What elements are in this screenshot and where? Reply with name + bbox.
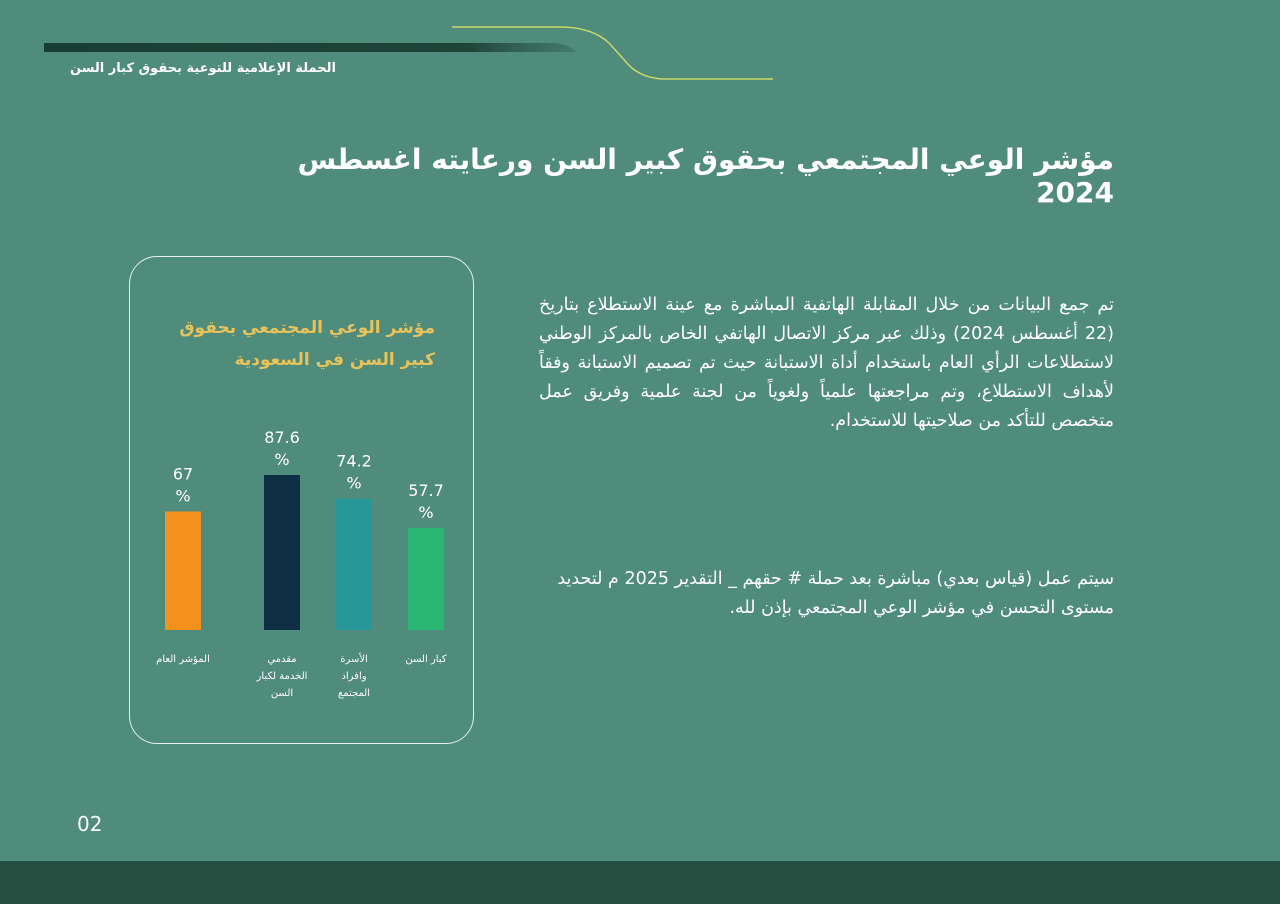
chart-bar xyxy=(264,475,300,630)
chart-category-label: المجتمع xyxy=(337,688,371,699)
campaign-label: الحملة الإعلامية للتوعية بحقوق كبار السن xyxy=(70,61,336,76)
page-number: 02 xyxy=(77,812,103,836)
chart-category-label: السن xyxy=(270,688,294,699)
chart-value-unit: % xyxy=(346,473,362,493)
chart-value-unit: % xyxy=(175,486,191,506)
header-decoration xyxy=(0,0,1280,100)
chart-bar xyxy=(336,499,372,630)
chart-bar xyxy=(165,511,201,630)
chart-category-label: المؤشر العام xyxy=(156,654,210,665)
chart-category-label: الخدمة لكبار xyxy=(256,671,308,682)
chart-value-label: 57.7 xyxy=(408,480,444,500)
chart-bar xyxy=(408,528,444,630)
methodology-paragraph: تم جمع البيانات من خلال المقابلة الهاتفية المباشرة مع عينة الاستطلاع بتاريخ (22 أغسطس 2024) وذلك عبر مركز الاتصال الهاتفي الخاص بالمركز الوطني لاستطلاعات الرأي العام باستخدام أداة الاستبانة حيث تم تصميم الاستبانة وفقاً لأهداف الاستطلاع، وتم مراجعتها علمياً ولغوياً من لجنة علمية وفريق عمل متخصص للتأكد من صلاحيتها للاستخدام. xyxy=(539,295,1114,431)
chart-title-line: مؤشر الوعي المجتمعي بحقوق xyxy=(179,318,435,338)
chart-category-label: كبار السن xyxy=(405,654,447,665)
chart-category-label: الأسرة xyxy=(340,654,368,665)
chart-value-label: 67 xyxy=(172,464,194,484)
chart-category-label: وافراد xyxy=(341,671,367,682)
footer-band xyxy=(0,861,1280,904)
chart-value-unit: % xyxy=(274,450,290,469)
bar-chart xyxy=(130,400,475,710)
chart-value-label: 74.2 xyxy=(336,451,372,471)
followup-paragraph: سيتم عمل (قياس بعدي) مباشرة بعد حملة # حقهم _ التقدير 2025 م لتحديد مستوى التحسن في مؤشر الوعي المجتمعي بإذن لله. xyxy=(557,569,1114,618)
chart-value-label: 87.6 xyxy=(264,428,300,447)
chart-title xyxy=(160,312,435,376)
chart-category-label: مقدمي xyxy=(267,654,297,665)
page-title: مؤشر الوعي المجتمعي بحقوق كبير السن ورعايته اغسطس 2024 xyxy=(297,143,1114,209)
chart-value-unit: % xyxy=(418,502,434,522)
chart-title-line: كبير السن في السعودية xyxy=(234,350,435,370)
